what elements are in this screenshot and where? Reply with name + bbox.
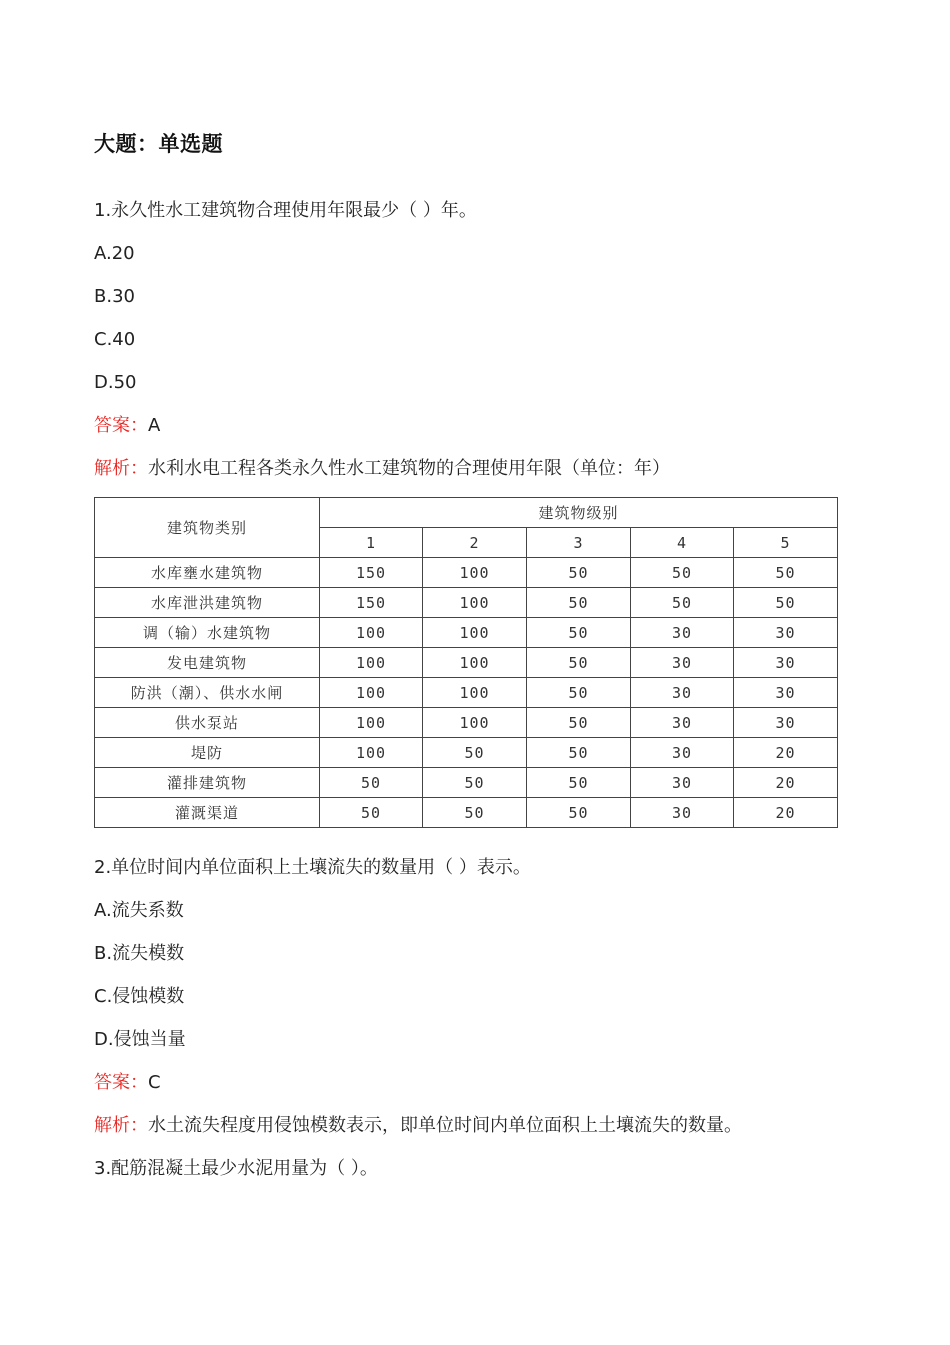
table-cell: 30 (631, 618, 734, 648)
table-row-name: 堤防 (95, 738, 320, 768)
table-cell: 50 (320, 798, 423, 828)
table-cell: 30 (734, 618, 838, 648)
table-cell: 100 (423, 648, 527, 678)
table-cell: 50 (631, 558, 734, 588)
table-row (95, 738, 838, 768)
table-row-name: 水库泄洪建筑物 (95, 588, 320, 618)
table-cell: 50 (423, 738, 527, 768)
table-cell: 100 (423, 708, 527, 738)
question-2-option-b: B.流失模数 (94, 943, 185, 964)
table-row (95, 618, 838, 648)
table-cell: 50 (734, 588, 838, 618)
table-cell: 100 (320, 618, 423, 648)
table-cell: 50 (527, 588, 631, 618)
table-row (95, 798, 838, 828)
table-row (95, 588, 838, 618)
table-cell: 50 (631, 588, 734, 618)
table-cell: 30 (631, 798, 734, 828)
table-row (95, 558, 838, 588)
table-cell: 30 (631, 648, 734, 678)
table-cell: 20 (734, 738, 838, 768)
table-row-name: 灌溉渠道 (95, 798, 320, 828)
table-cell: 50 (527, 738, 631, 768)
analysis-text: 水土流失程度用侵蚀模数表示，即单位时间内单位面积上土壤流失的数量。 (148, 1115, 742, 1136)
question-2-stem: 2.单位时间内单位面积上土壤流失的数量用（ ）表示。 (94, 857, 531, 878)
question-2-option-a: A.流失系数 (94, 900, 184, 921)
table-row-name: 发电建筑物 (95, 648, 320, 678)
table-cell: 150 (320, 588, 423, 618)
table-cell: 30 (734, 648, 838, 678)
table-cell: 100 (423, 618, 527, 648)
analysis-label: 解析： (94, 458, 148, 479)
table-grade-cell: 2 (423, 528, 527, 558)
table-cell: 150 (320, 558, 423, 588)
question-2-option-c: C.侵蚀模数 (94, 986, 185, 1007)
question-1-option-a: A.20 (94, 243, 135, 264)
table-cell: 50 (527, 618, 631, 648)
service-life-table (94, 497, 838, 828)
answer-value: A (148, 415, 161, 436)
table-cell: 30 (631, 768, 734, 798)
table-cell: 30 (631, 678, 734, 708)
table-cell: 50 (527, 558, 631, 588)
table-cell: 100 (423, 678, 527, 708)
table-row-name: 防洪（潮）、供水水闸 (95, 678, 320, 708)
table-cell: 30 (631, 738, 734, 768)
question-2-analysis (94, 1113, 742, 1139)
answer-value: C (148, 1072, 161, 1093)
table-cell: 30 (631, 708, 734, 738)
table-grade-cell: 1 (320, 528, 423, 558)
answer-label: 答案： (94, 415, 148, 436)
table-row (95, 678, 838, 708)
table-cell: 100 (423, 588, 527, 618)
table-row-name: 灌排建筑物 (95, 768, 320, 798)
question-3-stem: 3.配筋混凝土最少水泥用量为（ ）。 (94, 1158, 378, 1179)
table-cell: 50 (423, 798, 527, 828)
table-row (95, 708, 838, 738)
table-cell: 50 (423, 768, 527, 798)
table-cell: 50 (527, 768, 631, 798)
table-cell: 30 (734, 678, 838, 708)
table-cell: 100 (320, 678, 423, 708)
table-row-name: 水库壅水建筑物 (95, 558, 320, 588)
table-cell: 100 (320, 648, 423, 678)
table-row (95, 768, 838, 798)
table-row (95, 648, 838, 678)
table-cell: 30 (734, 708, 838, 738)
analysis-label: 解析： (94, 1115, 148, 1136)
table-header-grade: 建筑物级别 (320, 498, 838, 528)
table-grade-cell: 4 (631, 528, 734, 558)
question-1-option-c: C.40 (94, 329, 136, 350)
analysis-text: 水利水电工程各类永久性水工建筑物的合理使用年限（单位：年） (148, 458, 670, 479)
section-title: 大题：单选题 (94, 132, 223, 156)
question-1-analysis (94, 456, 670, 482)
table-row-name: 调（输）水建筑物 (95, 618, 320, 648)
table-cell: 20 (734, 798, 838, 828)
table-cell: 20 (734, 768, 838, 798)
table-cell: 50 (527, 678, 631, 708)
table-cell: 50 (527, 798, 631, 828)
question-2-answer (94, 1070, 161, 1096)
table-row-name: 供水泵站 (95, 708, 320, 738)
table-grade-cell: 5 (734, 528, 838, 558)
question-1-stem: 1.永久性水工建筑物合理使用年限最少（ ）年。 (94, 200, 477, 221)
table-grade-cell: 3 (527, 528, 631, 558)
table-cell: 50 (527, 648, 631, 678)
answer-label: 答案： (94, 1072, 148, 1093)
table-cell: 50 (734, 558, 838, 588)
question-1-option-b: B.30 (94, 286, 135, 307)
question-1-answer (94, 413, 160, 439)
table-cell: 100 (423, 558, 527, 588)
question-2-option-d: D.侵蚀当量 (94, 1029, 186, 1050)
table-cell: 50 (527, 708, 631, 738)
table-cell: 50 (320, 768, 423, 798)
table-cell: 100 (320, 738, 423, 768)
question-1-option-d: D.50 (94, 372, 137, 393)
table-header-category: 建筑物类别 (95, 498, 320, 558)
table-cell: 100 (320, 708, 423, 738)
